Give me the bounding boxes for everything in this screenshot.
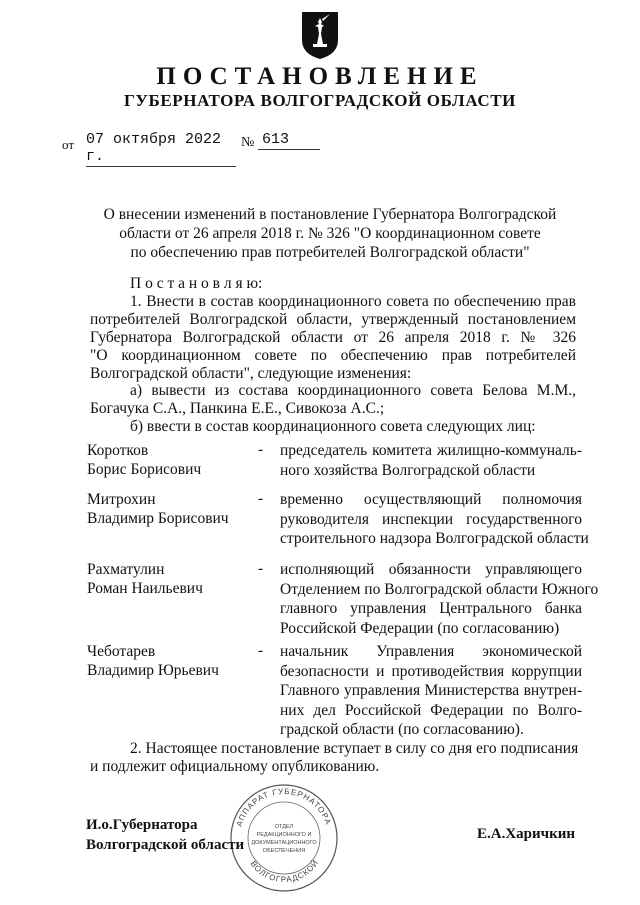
position-line: руководителя инспекции государственного	[280, 510, 582, 528]
date-prefix: от	[62, 137, 75, 152]
document-number: 613	[258, 131, 320, 150]
position-line: временно осуществляющий полномочия	[280, 491, 582, 508]
member-name	[87, 441, 267, 479]
resolve-word: П о с т а н о в л я ю:	[130, 275, 263, 292]
position-line: начальник Управления экономической	[280, 643, 582, 660]
stamp-center-line: РЕДАКЦИОННОГО И	[256, 832, 312, 838]
position-line: Отделением по Волгоградской области Южного	[280, 580, 599, 598]
subject-line: О внесении изменений в постановление Губернатора Волгоградской	[103, 206, 557, 223]
paragraph-line: а) вывести из состава координационного совета Белова М.М.,	[130, 382, 576, 399]
member-name	[87, 642, 267, 680]
member-given-name: Владимир Юрьевич	[87, 662, 219, 679]
member-surname: Чеботарев	[87, 643, 156, 660]
document-date: 07 октября 2022 г.	[86, 131, 236, 167]
position-line: строительного надзора Волгоградской области	[280, 530, 589, 547]
paragraph-line: потребителей Волгоградской области, утвержденный постановлением	[90, 311, 576, 328]
document-subject	[100, 205, 560, 262]
member-position	[280, 441, 582, 480]
official-stamp	[228, 782, 340, 894]
signatory-name: Е.А.Харичкин	[477, 826, 576, 842]
paragraph-line: б) ввести в состав координационного совета следующих лиц:	[130, 418, 536, 435]
number-sign: №	[241, 135, 255, 150]
member-dash: -	[258, 490, 264, 507]
paragraph-line: Губернатора Волгоградской области от 26 апреля 2018 г. № 326	[90, 329, 576, 346]
member-position	[280, 560, 599, 638]
paragraph-line: Богачука С.А., Панкина Е.Е., Сивокоза А.С.;	[90, 400, 385, 417]
document-title: ПОСТАНОВЛЕНИЕ	[156, 63, 484, 90]
position-line: Главного управления Министерства внутрен-	[280, 682, 582, 699]
signatory-title-line: И.о.Губернатора	[86, 817, 198, 833]
document-subtitle: ГУБЕРНАТОРА ВОЛГОГРАДСКОЙ ОБЛАСТИ	[124, 91, 516, 110]
paragraph-line: и подлежит официальному опубликованию.	[90, 758, 380, 775]
stamp-center-line: ОТДЕЛ	[274, 824, 294, 830]
subject-line: области от 26 апреля 2018 г. № 326 "О координационном совете	[119, 225, 541, 242]
member-surname: Митрохин	[87, 491, 156, 508]
paragraph-line: Волгоградской области", следующие изменения:	[90, 365, 412, 382]
member-given-name: Роман Наильевич	[87, 580, 203, 597]
position-line: ного хозяйства Волгоградской области	[280, 461, 536, 479]
svg-text:АППАРАТ ГУБЕРНАТОРА	[235, 787, 333, 828]
signatory-title-line: Волгоградской области	[86, 837, 245, 853]
stamp-ring-bottom: ВОЛГОГРАДСКОЙ	[248, 857, 321, 885]
signatory-title	[86, 815, 244, 855]
position-line: главного управления Центрального банка	[280, 600, 582, 617]
member-dash: -	[258, 441, 264, 458]
position-line: безопасности и противодействия коррупции	[280, 662, 582, 680]
coat-of-arms-icon	[300, 10, 340, 60]
member-surname: Коротков	[87, 442, 149, 459]
member-name	[87, 560, 267, 598]
position-line: исполняющий обязанности управляющего	[280, 561, 582, 578]
member-position	[280, 642, 582, 740]
member-given-name: Борис Борисович	[87, 461, 202, 478]
member-dash: -	[258, 560, 264, 577]
paragraph-line: 2. Настоящее постановление вступает в силу со дня его подписания	[130, 740, 579, 757]
member-name	[87, 490, 267, 528]
position-line: них дел Российской Федерации по Волго-	[280, 701, 582, 719]
position-line: градской области (по согласованию).	[280, 721, 524, 738]
svg-text:ВОЛГОГРАДСКОЙ	[249, 858, 321, 884]
position-line: председатель комитета жилищно-коммуналь-	[280, 442, 582, 459]
stamp-center-line: ОБЕСПЕЧЕНИЯ	[262, 848, 306, 854]
position-line: Российской Федерации (по согласованию)	[280, 619, 560, 637]
member-surname: Рахматулин	[87, 561, 165, 578]
stamp-ring-text: АППАРАТ ГУБЕРНАТОРА	[234, 786, 333, 828]
stamp-center-line: ДОКУМЕНТАЦИОННОГО	[251, 840, 317, 846]
paragraph-line: "О координационном совете по обеспечению прав потребителей	[90, 347, 576, 364]
paragraph-line: 1. Внести в состав координационного совета по обеспечению прав	[130, 293, 576, 310]
member-dash: -	[258, 642, 264, 659]
member-given-name: Владимир Борисович	[87, 510, 229, 527]
member-position	[280, 490, 589, 549]
subject-line: по обеспечению прав потребителей Волгоградской области"	[130, 244, 530, 261]
